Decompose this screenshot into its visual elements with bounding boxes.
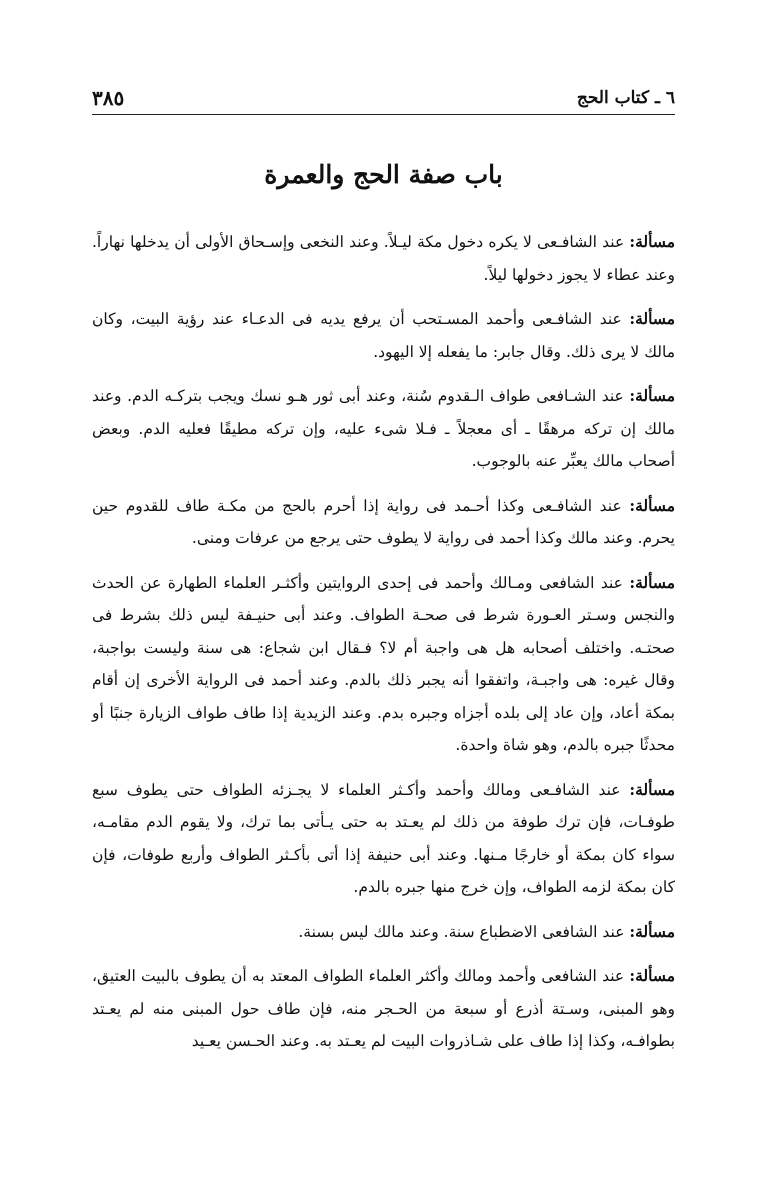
paragraph [92,916,675,949]
paragraph [92,774,675,904]
paragraph [92,567,675,762]
paragraph-text: عند الشافـعى وكذا أحـمد فى رواية إذا أحرم بالحج من مكـة طاف للقدوم حين يحرم. وعند مالك وكذا أحمد فى رواية لا يطوف حتى يرجع من عرفات ومنى. [92,496,675,547]
paragraph-text: عند الشافـعى وأحمد المسـتحب أن يرفع يديه فى الدعـاء عند رؤية البيت، وكان مالك لا يرى ذلك. وقال جابر: ما يفعله إلا اليهود. [92,310,675,361]
issue-label: مسألة: [629,386,675,405]
paragraph [92,490,675,555]
issue-label: مسألة: [629,779,675,799]
page-number: ٣٨٥ [92,86,125,110]
paragraph [92,960,675,1058]
paragraph-text: عند الشـافعى طواف الـقدوم سُنة، وعند أبى ثور هـو نسك ويجب بتركـه الدم. وعند مالك إن تركه مرهقًا ـ أى معجلاً ـ فـلا شىء عليه، وإن تركه مطيقًا فعليه الدم. وبعض أصحاب مالك يعبِّر عنه بالوجوب. [92,387,675,470]
paragraph-text: عند الشافعى الاضطباع سنة. وعند مالك ليس بسنة. [298,922,630,941]
issue-label: مسألة: [629,921,675,941]
paragraph-text: عند الشافـعى ومالك وأحمد وأكـثر العلماء لا يجـزئه الطواف حتى يطوف سبع طوفـات، فإن ترك طوفة من ذلك لم يعـتد به حتى يـأتى بما ترك، ولا يقوم الدم مقامـه، سواء كان بمكة أو خارجًا مـنها. وعند أبى حنيفة إذا أتى بأكـثر الطواف وأربع طوفات، فإن كان بمكة لزمه الطواف، وإن خرج منها جبره بالدم. [92,780,675,896]
issue-label: مسألة: [629,572,675,592]
paragraph [92,303,675,368]
running-header [92,86,675,115]
paragraph-text: عند الشافعى وأحمد ومالك وأكثر العلماء الطواف المعتد به أن يطوف بالبيت العتيق، وهو المبنى، وسـتة أذرع أو سبعة من الحـجر منه، فإن طاف حول المبنى منه لم يعـتد بطوافـه، وكذا إذا طاف على شـاذروات البيت لم يعـتد به. وعند الحـسن يعـيد [92,967,675,1050]
issue-label: مسألة: [629,232,675,251]
paragraph [92,226,675,291]
paragraph-text: عند الشافعى ومـالك وأحمد فى إحدى الروايتين وأكثـر العلماء الطهارة عن الحدث والنجس وسـتر العـورة شرط فى صحـة الطواف. وعند أبى حنيـفة ليس ذلك بشرط فى صحتـه. واختلف أصحابه هل هى واجبة أم لا؟ فـقال ابن شجاع: هى سنة وليست بواجبة، وقال غيره: هى واجبـة، واتفقوا أنه يجبر ذلك بالدم. وعند أحمد فى الرواية الأخرى إن أقام بمكة أعاد، وإن عاد إلى بلده أجزاه وجبره بدم. وعند الزيدية إذا طاف طواف الزيارة جنبًا أو محدثًا جبره بالدم، وهو شاة واحدة. [92,573,675,754]
issue-label: مسألة: [629,966,675,985]
paragraph-text: عند الشافـعى لا يكره دخول مكة ليـلاً. وعند النخعى وإسـحاق الأولى أن يدخلها نهاراً. وعند عطاء لا يجوز دخولها ليلاً. [92,233,675,284]
paragraph [92,380,675,478]
issue-label: مسألة: [629,495,675,515]
body-text [92,226,675,1070]
chapter-title: ٦ ـ كتاب الحج [576,88,675,108]
section-title: باب صفة الحج والعمرة [264,160,503,189]
issue-label: مسألة: [629,309,675,328]
